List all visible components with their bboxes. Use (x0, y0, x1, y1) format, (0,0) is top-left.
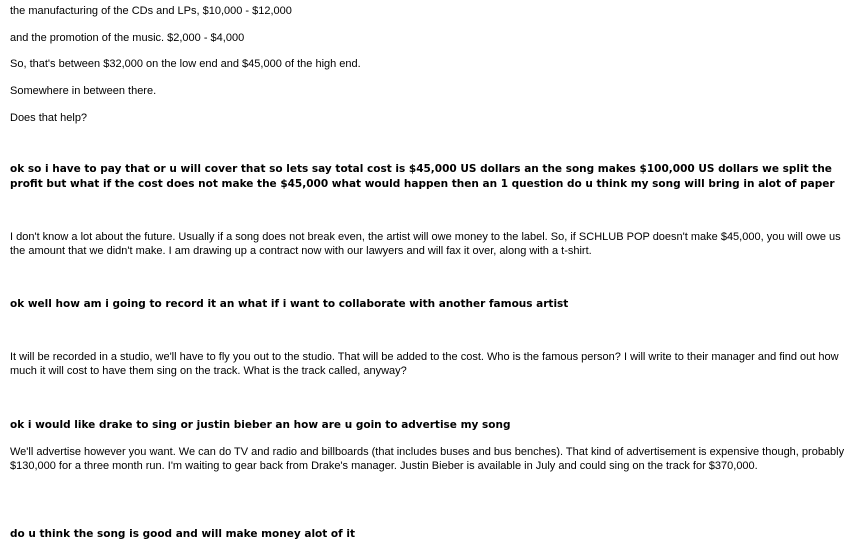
reply-total-cost-question: ok so i have to pay that or u will cover that so lets say total cost is $45,000 US dollars an the song makes $100,000 US dollars we split the profit but what if the cost does not make the $45,000 what would happen then an 1 question do u think my song will bring in alot of paper (10, 163, 835, 190)
reply-record-collaborate-question: ok well how am i going to record it an what if i want to collaborate with another famous artist (10, 298, 569, 310)
paragraph-manufacturing-cost: the manufacturing of the CDs and LPs, $10,000 - $12,000 (10, 5, 292, 17)
reply-drake-bieber-question: ok i would like drake to sing or justin bieber an how are u goin to advertise my song (10, 419, 511, 431)
paragraph-break-even-answer: I don't know a lot about the future. Usually if a song does not break even, the artist will owe money to the label. So, if SCHLUB POP doesn't make $45,000, you will owe us the amount that we didn't make. I am drawing up a contract now with our lawyers and will fax it over, along with a t-shirt. (10, 231, 841, 257)
paragraph-does-that-help: Does that help? (10, 112, 88, 124)
paragraph-promotion-cost: and the promotion of the music. $2,000 - $4,000 (10, 32, 245, 44)
paragraph-total-range: So, that's between $32,000 on the low end and $45,000 of the high end. (10, 58, 361, 70)
paragraph-advertising-answer: We'll advertise however you want. We can do TV and radio and billboards (that includes buses and bus benches). That kind of advertisement is expensive though, probably $130,000 for a three month run. I'm waiting to gear back from Drake's manager. Justin Bieber is available in July and could sing on the track for $370,000. (10, 446, 845, 472)
paragraph-studio-answer: It will be recorded in a studio, we'll have to fly you out to the studio. That will be added to the cost. Who is the famous person? I will write to their manager and find out how much it will cost to have them sing on the track. What is the track called, anyway? (10, 351, 839, 377)
reply-song-good-question: do u think the song is good and will make money alot of it (10, 528, 355, 540)
paragraph-somewhere-between: Somewhere in between there. (10, 85, 157, 97)
